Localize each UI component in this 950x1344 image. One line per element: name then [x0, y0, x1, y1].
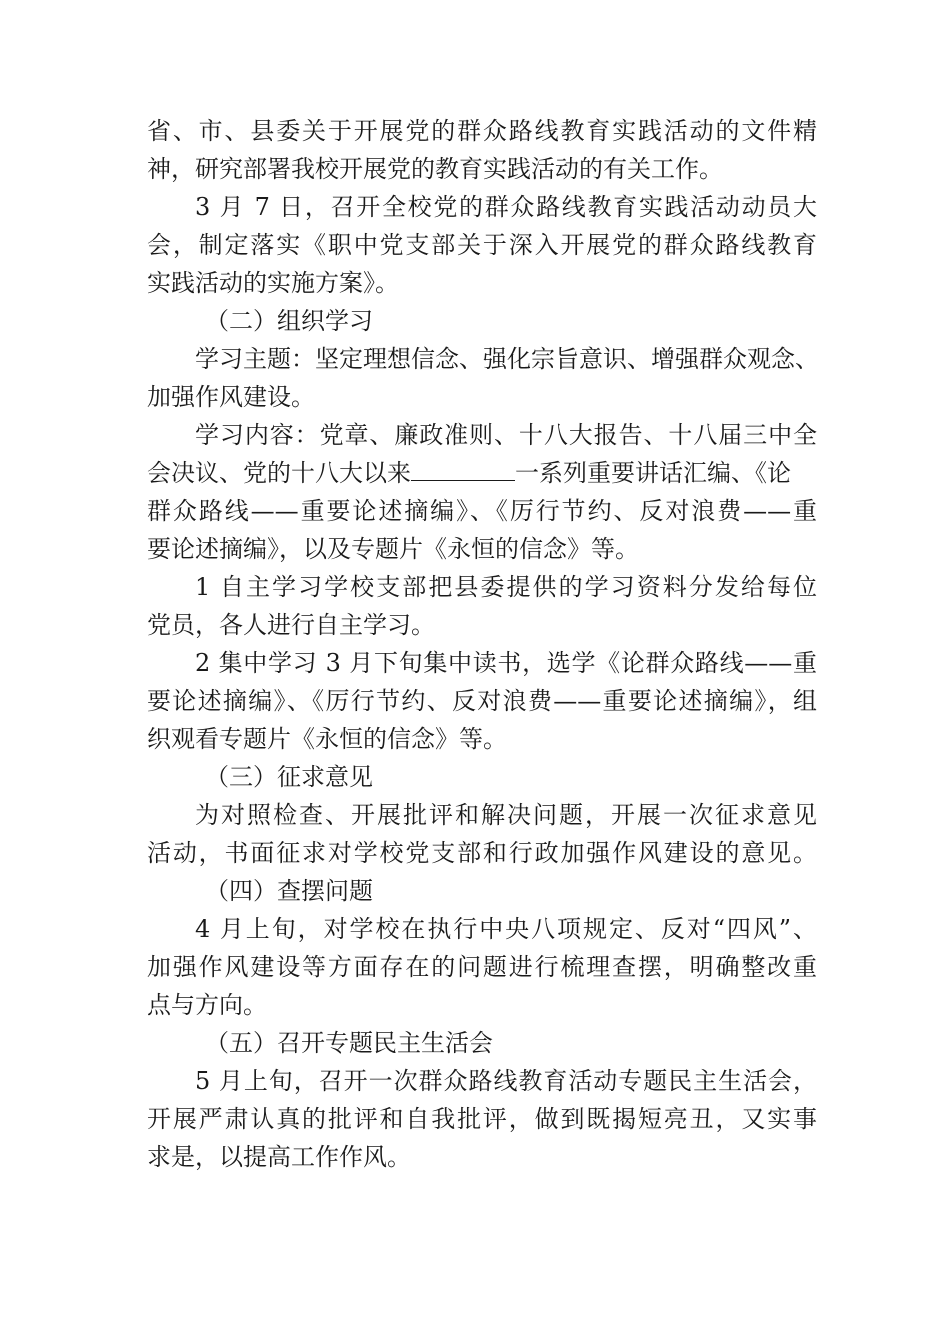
paragraph-line: 加强作风建设等方面存在的问题进行梳理查摆，明确整改重: [147, 953, 817, 981]
document-body: [147, 112, 817, 1176]
paragraph-line: 学习内容：党章、廉政准则、十八大报告、十八届三中全: [195, 421, 817, 449]
paragraph-line: 求是，以提高工作作风。: [147, 1143, 411, 1171]
line-text: 一系列重要讲话汇编、《论: [515, 459, 791, 487]
line-text: 会决议、党的十八大以来: [147, 459, 411, 487]
paragraph-line: 要论述摘编》、《厉行节约、反对浪费——重要论述摘编》，组: [147, 687, 817, 715]
paragraph-line: 加强作风建设。: [147, 383, 315, 411]
section-heading: （四）查摆问题: [205, 877, 373, 905]
paragraph-line: [147, 454, 817, 492]
section-heading: （五）召开专题民主生活会: [205, 1029, 493, 1057]
section-heading: （三）征求意见: [205, 763, 373, 791]
paragraph-line: 3 月 7 日，召开全校党的群众路线教育实践活动动员大: [195, 193, 817, 221]
paragraph-line: 群众路线——重要论述摘编》、《厉行节约、反对浪费——重: [147, 497, 817, 525]
paragraph-line: 1 自主学习学校支部把县委提供的学习资料分发给每位: [195, 573, 817, 601]
paragraph-line: 要论述摘编》，以及专题片《永恒的信念》等。: [147, 535, 639, 563]
paragraph-line: 实践活动的实施方案》。: [147, 269, 399, 297]
paragraph-line: 为对照检查、开展批评和解决问题，开展一次征求意见: [195, 801, 817, 829]
paragraph-line: 5 月上旬，召开一次群众路线教育活动专题民主生活会，: [195, 1067, 817, 1095]
paragraph-line: 开展严肃认真的批评和自我批评，做到既揭短亮丑，又实事: [147, 1105, 817, 1133]
paragraph-line: 点与方向。: [147, 991, 267, 1019]
paragraph-line: 织观看专题片《永恒的信念》等。: [147, 725, 507, 753]
paragraph-line: 活动，书面征求对学校党支部和行政加强作风建设的意见。: [147, 839, 817, 867]
paragraph-line: 党员，各人进行自主学习。: [147, 611, 435, 639]
paragraph-line: 学习主题：坚定理想信念、强化宗旨意识、增强群众观念、: [195, 345, 819, 373]
blank-underline: [411, 460, 515, 481]
section-heading: （二）组织学习: [205, 307, 373, 335]
paragraph-line: 省、市、县委关于开展党的群众路线教育实践活动的文件精: [147, 117, 817, 145]
paragraph-line: 神，研究部署我校开展党的教育实践活动的有关工作。: [147, 155, 723, 183]
paragraph-line: 2 集中学习 3 月下旬集中读书，选学《论群众路线——重: [195, 649, 817, 677]
paragraph-line: 会，制定落实《职中党支部关于深入开展党的群众路线教育: [147, 231, 817, 259]
paragraph-line: 4 月上旬，对学校在执行中央八项规定、反对“四风”、: [195, 915, 817, 943]
